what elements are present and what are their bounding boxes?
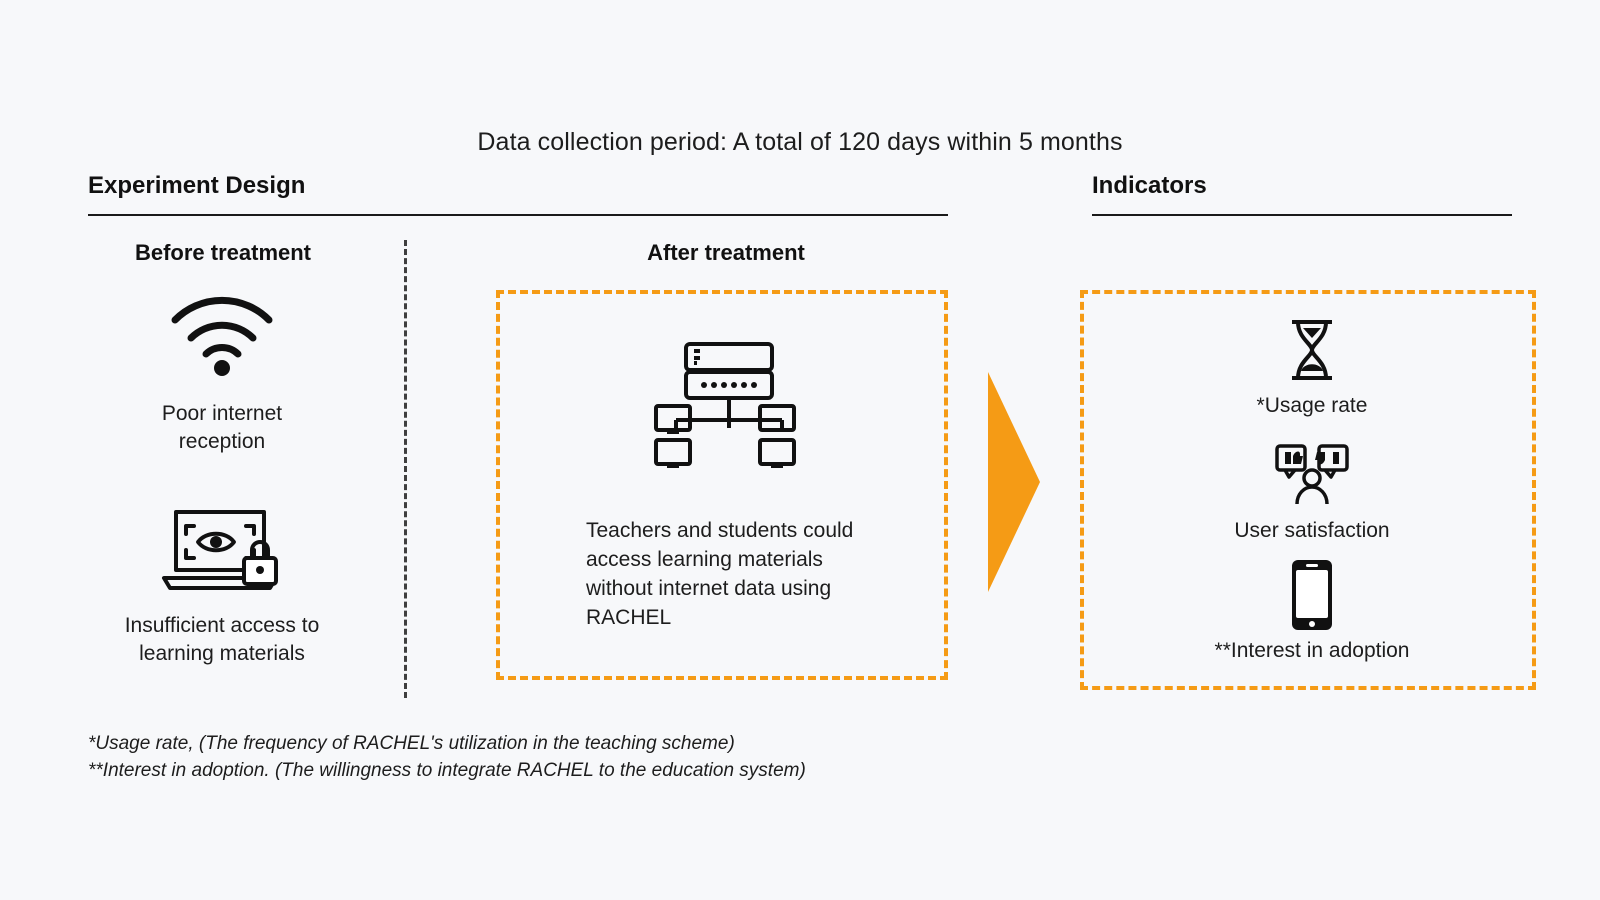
section-title-indicators: Indicators <box>1092 172 1207 199</box>
indicator-item-1 <box>1084 314 1540 418</box>
indicator-label-3: **Interest in adoption <box>1214 639 1410 662</box>
user-feedback-icon <box>1084 439 1540 511</box>
data-collection-period: Data collection period: A total of 120 days within 5 months <box>477 128 1123 156</box>
laptop-lock-icon <box>72 500 372 596</box>
smartphone-icon <box>1084 559 1540 631</box>
arrow-right-icon <box>988 372 1040 592</box>
indicator-item-2 <box>1084 439 1540 543</box>
before-label-2-line1: Insufficient access to <box>124 614 320 637</box>
indicators-box <box>1080 290 1536 690</box>
column-header-after-treatment: After treatment <box>647 240 805 265</box>
before-label-2-line2: learning materials <box>139 642 305 665</box>
vertical-divider <box>404 240 407 698</box>
column-header-before-treatment: Before treatment <box>134 240 312 265</box>
before-treatment-item-1 <box>72 288 372 456</box>
section-rule-indicators <box>1092 214 1512 216</box>
before-treatment-item-2 <box>72 500 372 668</box>
footnotes <box>88 730 806 784</box>
after-treatment-text: Teachers and students could access learning materials without internet data using RACHEL <box>586 519 854 629</box>
indicator-label-1: *Usage rate <box>1256 394 1368 417</box>
before-label-1-line2: reception <box>178 430 266 453</box>
footnote-1: *Usage rate, (The frequency of RACHEL's utilization in the teaching scheme) <box>88 733 735 754</box>
footnote-2: **Interest in adoption. (The willingness to integrate RACHEL to the education system) <box>88 760 806 781</box>
section-title-experiment-design: Experiment Design <box>88 172 306 199</box>
before-treatment-label-1 <box>72 400 372 456</box>
before-label-1-line1: Poor internet <box>161 402 283 425</box>
hourglass-icon <box>1084 314 1540 386</box>
after-treatment-box <box>496 290 948 680</box>
section-rule-experiment-design <box>88 214 948 216</box>
indicator-item-3 <box>1084 559 1540 663</box>
server-network-icon <box>500 336 952 476</box>
before-treatment-label-2 <box>72 612 372 668</box>
wifi-icon <box>72 288 372 384</box>
indicator-label-2: User satisfaction <box>1234 519 1390 542</box>
